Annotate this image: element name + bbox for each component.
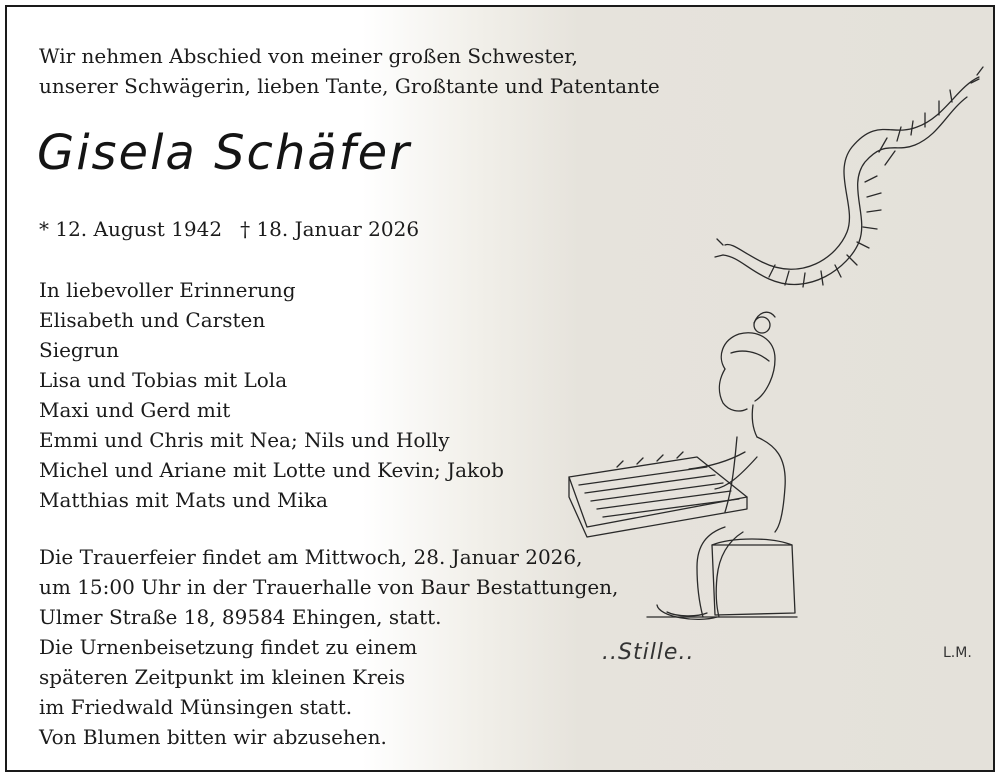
intro-line: Wir nehmen Abschied von meiner großen Schwester, xyxy=(39,44,578,68)
service-line: späteren Zeitpunkt im kleinen Kreis xyxy=(39,665,406,689)
service-line: um 15:00 Uhr in der Trauerhalle von Baur Bestattungen, xyxy=(39,575,619,599)
service-line: Die Urnenbeisetzung findet zu einem xyxy=(39,635,418,659)
birth-date: * 12. August 1942 xyxy=(39,217,223,241)
zither-girl-illustration xyxy=(547,57,987,737)
life-dates xyxy=(39,217,419,241)
mourner-line: Matthias mit Mats und Mika xyxy=(39,488,328,512)
artist-initials: L.M. xyxy=(943,645,972,661)
intro-line: unserer Schwägerin, lieben Tante, Großtante und Patentante xyxy=(39,74,660,98)
mourner-line: Lisa und Tobias mit Lola xyxy=(39,368,288,392)
death-date: † 18. Januar 2026 xyxy=(240,217,420,241)
service-line: Ulmer Straße 18, 89584 Ehingen, statt. xyxy=(39,605,442,629)
mourner-line: Emmi und Chris mit Nea; Nils und Holly xyxy=(39,428,450,452)
service-line: Von Blumen bitten wir abzusehen. xyxy=(39,725,387,749)
service-line: im Friedwald Münsingen statt. xyxy=(39,695,353,719)
zither-drawing xyxy=(569,452,747,537)
girl-drawing xyxy=(647,312,797,619)
deceased-name: Gisela Schäfer xyxy=(37,125,411,181)
mourner-line: Siegrun xyxy=(39,338,120,362)
service-line: Die Trauerfeier findet am Mittwoch, 28. Januar 2026, xyxy=(39,545,583,569)
mourner-line: In liebevoller Erinnerung xyxy=(39,278,296,302)
mourner-line: Michel und Ariane mit Lotte und Kevin; Jakob xyxy=(39,458,504,482)
mourners-list xyxy=(39,275,504,515)
mourner-line: Elisabeth und Carsten xyxy=(39,308,266,332)
service-details xyxy=(39,542,618,752)
illustration-caption: ..Stille.. xyxy=(602,640,695,665)
obituary-notice xyxy=(5,5,995,772)
ribbon-drawing xyxy=(715,67,983,287)
mourner-line: Maxi und Gerd mit xyxy=(39,398,231,422)
